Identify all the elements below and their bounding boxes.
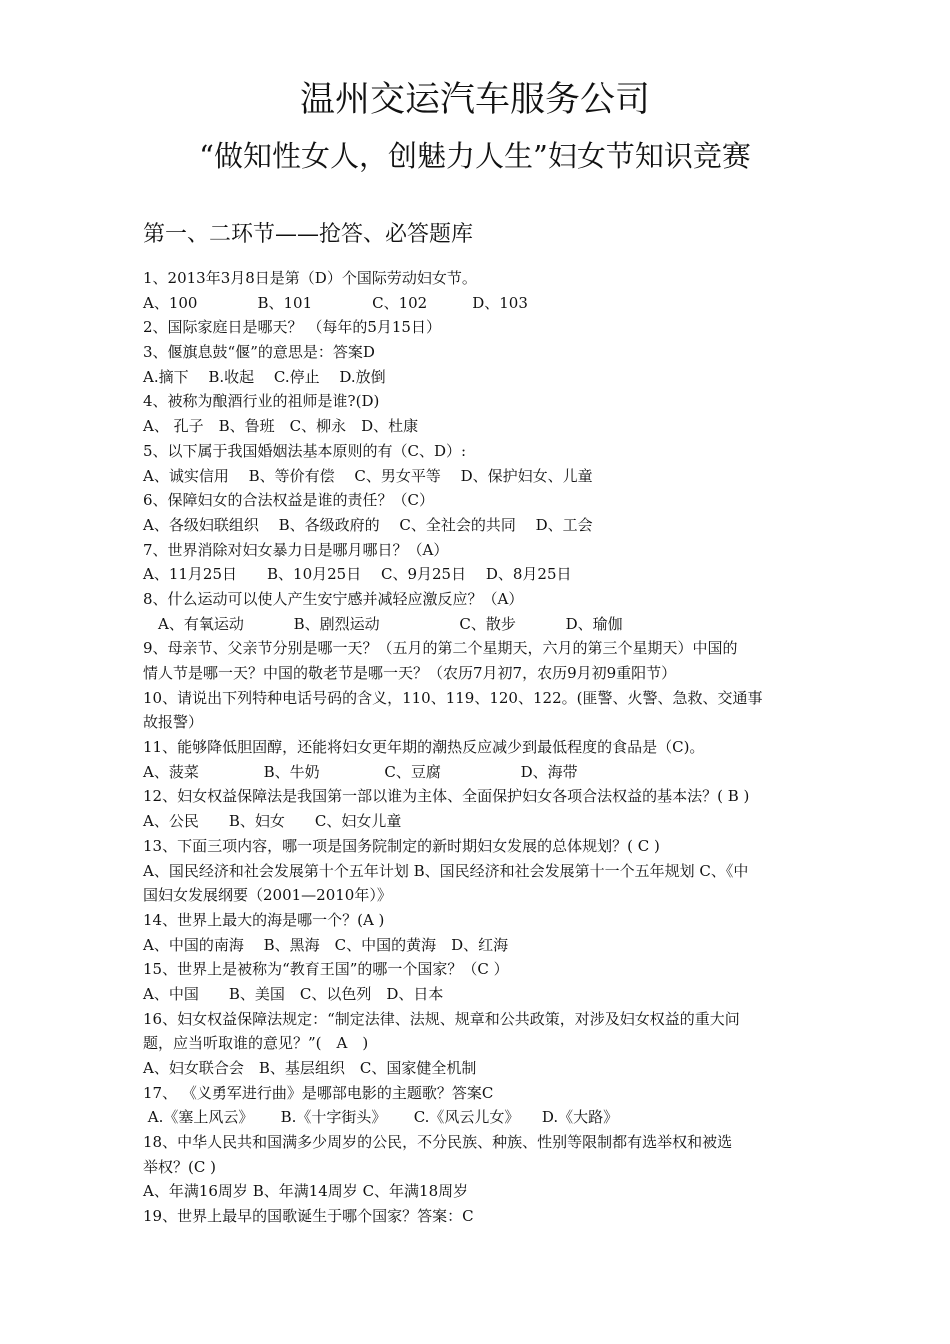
question-line: 17、 《义勇军进行曲》是哪部电影的主题歌？答案C	[143, 1083, 494, 1102]
question-line: 10、请说出下列特种电话号码的含义，110、119、120、122。(匪警、火警、急救、交通事	[143, 688, 763, 707]
options-line: A、妇女联合会 B、基层组织 C、国家健全机制	[143, 1059, 477, 1077]
question-line: 1、2013年3月8日是第（D）个国际劳动妇女节。	[143, 269, 477, 287]
options-line: A、中国 B、美国 C、以色列 D、日本	[143, 984, 444, 1003]
question-line: 6、保障妇女的合法权益是谁的责任？（C）	[143, 491, 435, 510]
question-line: 16、妇女权益保障法规定：“制定法律、法规、规章和公共政策，对涉及妇女权益的重大问	[143, 1009, 740, 1028]
question-line: 11、能够降低胆固醇，还能将妇女更年期的潮热反应减少到最低程度的食品是（C)。	[143, 738, 705, 757]
question-line: 2、国际家庭日是哪天？ （每年的5月15日）	[143, 318, 441, 337]
question-line: 4、被称为酿酒行业的祖师是谁?(D)	[143, 392, 380, 411]
question-line: 12、妇女权益保障法是我国第一部以谁为主体、全面保护妇女各项合法权益的基本法？( B )	[143, 787, 750, 806]
question-list	[143, 266, 808, 1229]
options-line: A.摘下 B.收起 C.停止 D.放倒	[143, 367, 386, 386]
question-line: 5、以下属于我国婚姻法基本原则的有（C、D）:	[143, 441, 467, 460]
options-line: A、中国的南海 B、黑海 C、中国的黄海 D、红海	[143, 935, 509, 954]
section-heading: 第一、二环节——抢答、必答题库	[143, 222, 474, 247]
options-line: A、菠菜 B、牛奶 C、豆腐 D、海带	[143, 762, 578, 781]
options-line: A、11月25日 B、10月25日 C、9月25日 D、8月25日	[143, 565, 572, 584]
question-line: 举权？(C )	[143, 1157, 216, 1176]
question-line: 3、偃旗息鼓“偃”的意思是：答案D	[143, 343, 375, 362]
question-line: 情人节是哪一天？中国的敬老节是哪一天？（农历7月初7，农历9月初9重阳节）	[143, 664, 677, 682]
options-line: A、公民 B、妇女 C、妇女儿童	[143, 812, 402, 831]
company-title: 温州交运汽车服务公司	[299, 80, 650, 120]
options-line: A、各级妇联组织 B、各级政府的 C、全社会的共同 D、工会	[143, 515, 593, 534]
question-line: 13、下面三项内容，哪一项是国务院制定的新时期妇女发展的总体规划？( C )	[143, 836, 660, 855]
options-line: A、有氧运动 B、剧烈运动 C、散步 D、瑜伽	[143, 614, 623, 633]
options-line: A、国民经济和社会发展第十个五年计划 B、国民经济和社会发展第十一个五年规划 C、《中	[143, 861, 749, 880]
question-line: 题，应当听取谁的意见？”( A )	[143, 1034, 369, 1053]
question-line: 故报警）	[143, 713, 204, 732]
options-line: A、诚实信用 B、等价有偿 C、男女平等 D、保护妇女、儿童	[143, 466, 593, 485]
options-line: A、年满16周岁 B、年满14周岁 C、年满18周岁	[143, 1182, 469, 1201]
options-line: 国妇女发展纲要（2001—2010年）》	[143, 886, 392, 905]
question-line: 19、世界上最早的国歌诞生于哪个国家？答案：C	[143, 1207, 474, 1226]
question-line: 18、中华人民共和国满多少周岁的公民，不分民族、种族、性别等限制都有选举权和被选	[143, 1133, 733, 1152]
question-line: 9、母亲节、父亲节分别是哪一天？（五月的第二个星期天，六月的第三个星期天）中国的	[143, 639, 738, 658]
question-line: 8、什么运动可以使人产生安宁感并减轻应激反应？（A）	[143, 589, 524, 608]
question-line: 7、世界消除对妇女暴力日是哪月哪日？（A）	[143, 540, 449, 559]
options-line: A、 孔子 B、鲁班 C、柳永 D、杜康	[143, 417, 419, 436]
options-line: A、100 B、101 C、102 D、103	[143, 293, 528, 312]
question-line: 14、世界上最大的海是哪一个？(A )	[143, 910, 385, 929]
options-line: A.《塞上风云》 B.《十字街头》 C.《风云儿女》 D.《大路》	[143, 1108, 619, 1127]
question-line: 15、世界上是被称为“教育王国”的哪一个国家？（C ）	[143, 960, 509, 979]
contest-title: “做知性女人，创魅力人生”妇女节知识竞赛	[199, 139, 751, 173]
